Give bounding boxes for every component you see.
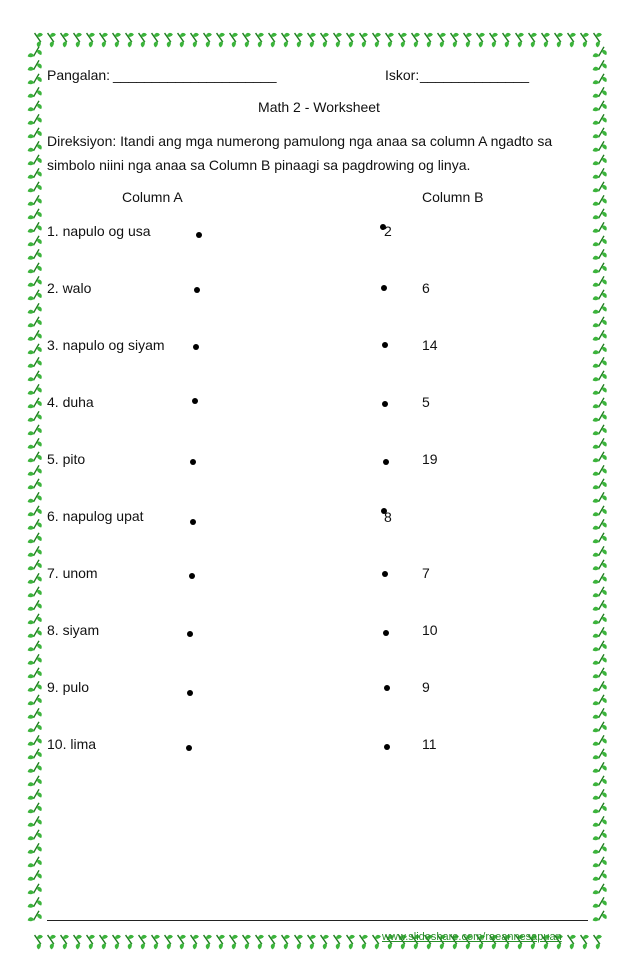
leaf-icon [592,409,609,427]
leaf-icon [264,30,281,48]
column-a-dot[interactable] [196,232,202,238]
column-b-dot[interactable] [384,744,390,750]
leaf-icon [592,368,609,386]
leaf-icon [485,30,502,48]
leaf-icon [592,679,609,697]
leaf-icon [27,206,44,224]
leaf-icon [592,233,609,251]
column-a-item: 8. siyam [47,622,100,638]
leaf-icon [27,260,44,278]
leaf-icon [27,719,44,737]
leaf-icon [134,932,151,950]
directions-line-1: Direksiyon: Itandi ang mga numerong pamulong nga anaa sa column A ngadto sa [47,133,553,149]
column-a-item: 4. duha [47,394,94,410]
leaf-icon [27,409,44,427]
leaf-icon [27,368,44,386]
column-b-item: 6 [422,280,430,296]
leaf-icon [199,932,216,950]
leaf-icon [121,30,138,48]
column-b-item: 10 [422,622,438,638]
leaf-icon [592,544,609,562]
column-a-item: 5. pito [47,451,86,467]
leaf-icon [355,30,372,48]
leaf-icon [27,247,44,265]
column-a-dot[interactable] [194,287,200,293]
column-a-item: 2. walo [47,280,92,296]
leaf-icon [27,449,44,467]
leaf-icon [212,30,229,48]
leaf-icon [592,44,609,62]
leaf-icon [592,571,609,589]
leaf-icon [592,517,609,535]
leaf-icon [592,773,609,791]
leaf-icon [592,841,609,859]
leaf-icon [592,220,609,238]
leaf-icon [589,30,606,48]
leaf-icon [27,760,44,778]
footer-rule [47,920,588,921]
leaf-icon [225,932,242,950]
column-b-dot[interactable] [381,285,387,291]
leaf-icon [27,44,44,62]
leaf-icon [576,932,593,950]
leaf-icon [592,166,609,184]
leaf-icon [592,787,609,805]
column-b-dot[interactable] [383,459,389,465]
leaf-icon [27,800,44,818]
column-a-header: Column A [122,189,183,205]
column-b-dot[interactable] [382,401,388,407]
leaf-icon [27,355,44,373]
leaf-icon [186,30,203,48]
leaf-icon [27,436,44,454]
leaf-icon [592,895,609,913]
leaf-icon [316,932,333,950]
leaf-icon [592,247,609,265]
leaf-icon [316,30,333,48]
column-a-dot[interactable] [190,459,196,465]
column-b-dot[interactable] [382,571,388,577]
leaf-icon [592,314,609,332]
leaf-icon [498,30,515,48]
column-a-item: 3. napulo og siyam [47,337,165,353]
column-a-item: 7. unom [47,565,98,581]
leaf-icon [592,476,609,494]
leaf-icon [592,301,609,319]
leaf-icon [592,463,609,481]
column-b-header: Column B [422,189,484,205]
leaf-icon [27,287,44,305]
leaf-icon [592,179,609,197]
leaf-icon [329,30,346,48]
leaf-icon [381,30,398,48]
leaf-icon [238,30,255,48]
leaf-icon [238,932,255,950]
column-b-item: 7 [422,565,430,581]
leaf-icon [592,436,609,454]
leaf-icon [27,827,44,845]
leaf-icon [459,30,476,48]
leaf-icon [563,932,580,950]
leaf-icon [592,854,609,872]
leaf-icon [592,557,609,575]
leaf-icon [30,30,47,48]
leaf-icon [472,30,489,48]
leaf-icon [27,868,44,886]
leaf-icon [576,30,593,48]
column-a-dot[interactable] [192,398,198,404]
leaf-icon [592,355,609,373]
column-b-item: 5 [422,394,430,410]
leaf-icon [27,233,44,251]
leaf-icon [277,30,294,48]
column-b-item: 2 [384,223,392,239]
leaf-icon [27,841,44,859]
leaf-icon [27,854,44,872]
leaf-icon [27,301,44,319]
leaf-icon [592,328,609,346]
leaf-icon [95,30,112,48]
leaf-icon [592,503,609,521]
leaf-icon [27,544,44,562]
leaf-icon [27,341,44,359]
name-label: Pangalan: [47,67,111,83]
leaf-icon [30,932,47,950]
leaf-icon [592,139,609,157]
leaf-icon [550,30,567,48]
column-a-dot[interactable] [187,631,193,637]
leaf-icon [592,152,609,170]
leaf-icon [27,679,44,697]
leaf-icon [27,463,44,481]
column-b-dot[interactable] [383,630,389,636]
leaf-icon [592,814,609,832]
leaf-icon [27,598,44,616]
leaf-icon [27,692,44,710]
column-a-item: 10. lima [47,736,97,752]
leaf-icon [82,932,99,950]
leaf-icon [592,125,609,143]
leaf-icon [563,30,580,48]
leaf-icon [27,152,44,170]
column-b-dot[interactable] [384,685,390,691]
leaf-icon [592,652,609,670]
leaf-icon [27,746,44,764]
leaf-icon [199,30,216,48]
leaf-icon [69,932,86,950]
leaf-icon [27,382,44,400]
score-label: Iskor: [385,67,420,83]
leaf-icon [27,314,44,332]
column-b-item: 9 [422,679,430,695]
column-b-item: 8 [384,509,392,525]
leaf-icon [511,30,528,48]
leaf-icon [592,422,609,440]
column-a-dot[interactable] [193,344,199,350]
leaf-icon [592,449,609,467]
leaf-icon [27,422,44,440]
leaf-icon [27,274,44,292]
leaf-icon [27,611,44,629]
leaf-icon [592,611,609,629]
leaf-icon [121,932,138,950]
leaf-icon [251,932,268,950]
leaf-icon [592,733,609,751]
leaf-icon [27,665,44,683]
leaf-icon [446,30,463,48]
leaf-icon [27,652,44,670]
leaf-icon [27,166,44,184]
column-a-dot[interactable] [190,519,196,525]
leaf-icon [27,179,44,197]
leaf-icon [212,932,229,950]
column-a-dot[interactable] [186,745,192,751]
column-a-dot[interactable] [187,690,193,696]
leaf-icon [108,30,125,48]
leaf-icon [27,139,44,157]
leaf-icon [251,30,268,48]
footer-link[interactable]: www.slideshare.com/raeannesapuan [382,931,562,943]
leaf-icon [592,827,609,845]
leaf-icon [27,328,44,346]
leaf-icon [27,895,44,913]
leaf-icon [433,30,450,48]
leaf-icon [27,571,44,589]
leaf-icon [27,584,44,602]
leaf-icon [420,30,437,48]
leaf-icon [592,71,609,89]
leaf-icon [27,881,44,899]
leaf-icon [407,30,424,48]
leaf-icon [27,638,44,656]
column-a-item: 9. pulo [47,679,90,695]
leaf-icon [95,932,112,950]
leaf-icon [108,932,125,950]
leaf-icon [27,557,44,575]
leaf-icon [592,584,609,602]
leaf-icon [27,71,44,89]
column-b-item: 11 [422,736,437,752]
leaf-icon [592,58,609,76]
leaf-icon [27,395,44,413]
column-b-item: 19 [422,451,438,467]
leaf-icon [27,530,44,548]
leaf-icon [303,30,320,48]
leaf-icon [592,206,609,224]
leaf-icon [27,193,44,211]
leaf-icon [27,517,44,535]
leaf-icon [43,30,60,48]
leaf-icon [342,30,359,48]
leaf-icon [27,733,44,751]
leaf-icon [186,932,203,950]
leaf-icon [27,787,44,805]
leaf-icon [290,932,307,950]
leaf-icon [147,932,164,950]
leaf-icon [592,598,609,616]
leaf-icon [27,503,44,521]
leaf-icon [592,638,609,656]
leaf-icon [303,932,320,950]
leaf-icon [290,30,307,48]
leaf-icon [27,490,44,508]
leaf-icon [225,30,242,48]
leaf-icon [592,692,609,710]
leaf-icon [27,476,44,494]
leaf-icon [160,932,177,950]
leaf-icon [589,932,606,950]
leaf-icon [342,932,359,950]
leaf-icon [592,881,609,899]
leaf-icon [368,30,385,48]
leaf-icon [27,58,44,76]
worksheet-title: Math 2 - Worksheet [258,99,380,115]
leaf-icon [592,260,609,278]
leaf-icon [27,706,44,724]
leaf-icon [592,287,609,305]
leaf-icon [43,932,60,950]
leaf-icon [329,932,346,950]
leaf-icon [592,395,609,413]
leaf-icon [592,908,609,926]
leaf-icon [264,932,281,950]
leaf-icon [69,30,86,48]
column-a-dot[interactable] [189,573,195,579]
leaf-icon [160,30,177,48]
leaf-icon [27,220,44,238]
leaf-icon [56,30,73,48]
leaf-icon [56,932,73,950]
leaf-icon [27,125,44,143]
leaf-icon [592,868,609,886]
leaf-icon [592,193,609,211]
leaf-icon [27,773,44,791]
leaf-icon [355,932,372,950]
leaf-icon [592,490,609,508]
name-blank[interactable]: _____________________ [113,67,277,83]
score-blank[interactable]: ______________ [420,67,530,83]
leaf-icon [27,814,44,832]
leaf-icon [592,719,609,737]
leaf-icon [592,625,609,643]
leaf-icon [592,341,609,359]
leaf-icon [592,382,609,400]
leaf-icon [592,800,609,818]
leaf-icon [277,932,294,950]
leaf-icon [592,274,609,292]
leaf-icon [537,30,554,48]
leaf-icon [394,30,411,48]
leaf-icon [173,932,190,950]
column-a-item: 1. napulo og usa [47,223,151,239]
leaf-icon [592,760,609,778]
column-b-dot[interactable] [382,342,388,348]
leaf-icon [524,30,541,48]
leaf-icon [173,30,190,48]
leaf-icon [592,665,609,683]
leaf-icon [147,30,164,48]
leaf-icon [592,706,609,724]
column-b-item: 14 [422,337,438,353]
leaf-icon [592,746,609,764]
directions-line-2: simbolo niini nga anaa sa Column B pinaagi sa pagdrowing og linya. [47,157,471,173]
leaf-icon [82,30,99,48]
leaf-icon [27,625,44,643]
column-a-item: 6. napulog upat [47,508,144,524]
leaf-icon [592,530,609,548]
leaf-icon [134,30,151,48]
leaf-icon [27,908,44,926]
